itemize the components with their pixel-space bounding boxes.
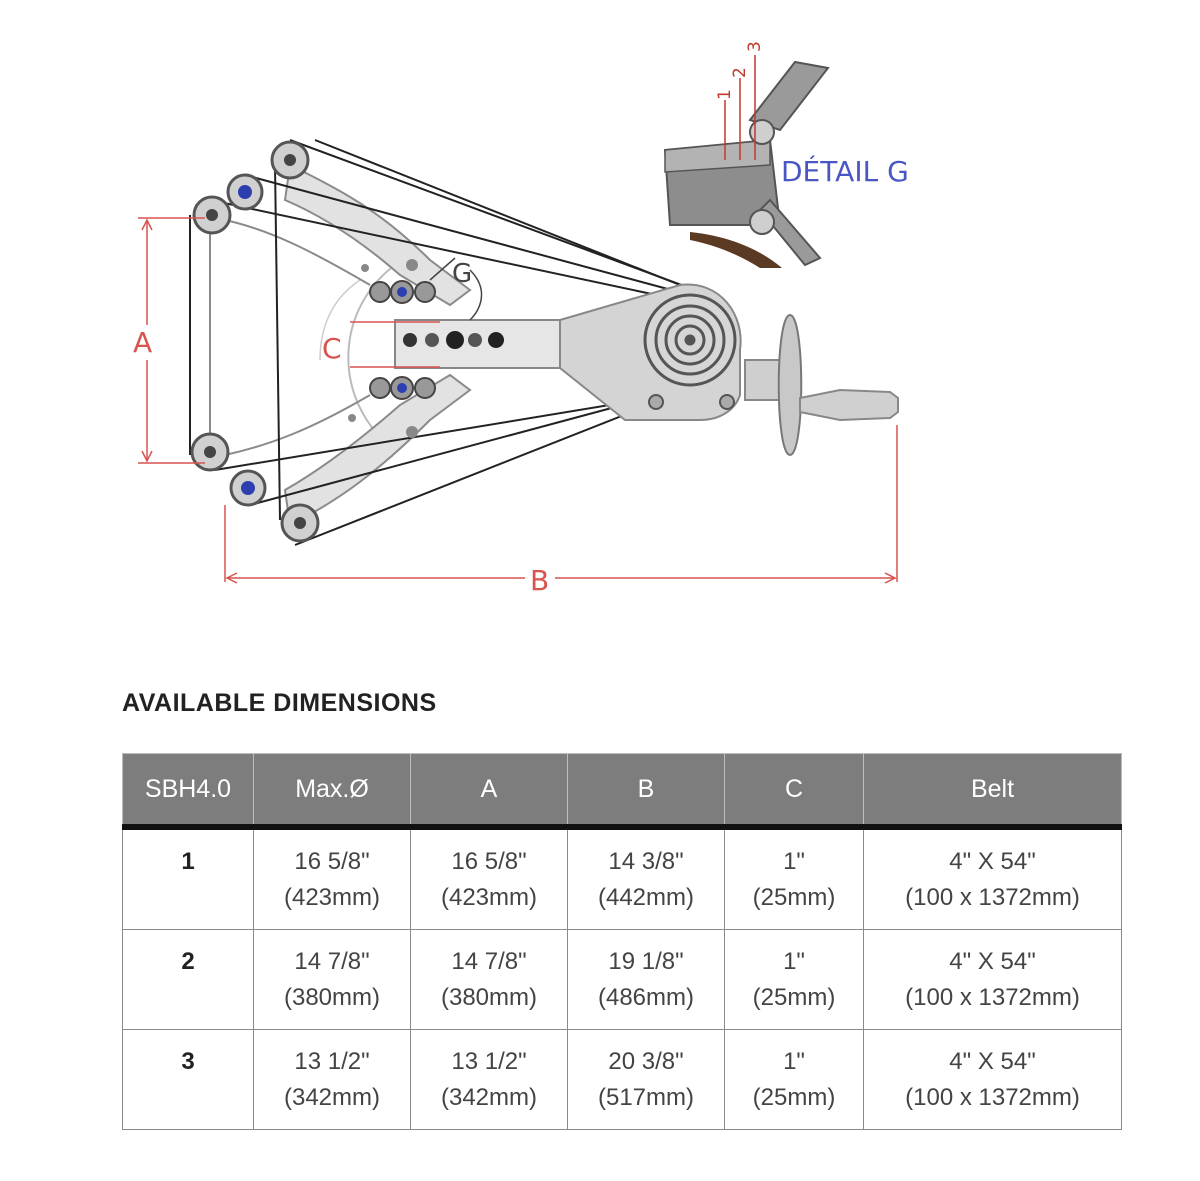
section-title: AVAILABLE DIMENSIONS: [122, 689, 437, 717]
cell-a: 14 7/8" (380mm): [411, 930, 568, 1030]
header-c: C: [725, 754, 864, 828]
cell-c: 1" (25mm): [725, 827, 864, 930]
table-row: [123, 930, 1122, 1030]
drive-wheel: [645, 295, 735, 385]
header-model: SBH4.0: [123, 754, 254, 828]
row-id: 1: [123, 827, 254, 930]
cell-c: 1" (25mm): [725, 930, 864, 1030]
cell-belt: 4" X 54" (100 x 1372mm): [864, 1030, 1122, 1130]
cell-c: 1" (25mm): [725, 1030, 864, 1130]
dimension-a-label: A: [133, 326, 153, 359]
dimension-c-label: C: [322, 332, 342, 365]
cell-max-diameter: 13 1/2" (342mm): [254, 1030, 411, 1130]
header-a: A: [411, 754, 568, 828]
detail-g-title: DÉTAIL G: [781, 155, 909, 188]
header-max-diameter: Max.Ø: [254, 754, 411, 828]
dimensions-table: [122, 753, 1122, 1130]
row-id: 2: [123, 930, 254, 1030]
hand-crank: [745, 315, 898, 455]
header-belt: Belt: [864, 754, 1122, 828]
detail-position-1: 1: [715, 89, 735, 100]
cell-max-diameter: 16 5/8" (423mm): [254, 827, 411, 930]
cell-b: 20 3/8" (517mm): [568, 1030, 725, 1130]
table-header-row: [123, 754, 1122, 828]
detail-position-2: 2: [730, 67, 750, 78]
row-id: 3: [123, 1030, 254, 1130]
cell-a: 13 1/2" (342mm): [411, 1030, 568, 1130]
table-row: [123, 1030, 1122, 1130]
cell-belt: 4" X 54" (100 x 1372mm): [864, 827, 1122, 930]
cell-max-diameter: 14 7/8" (380mm): [254, 930, 411, 1030]
table-row: [123, 827, 1122, 930]
cell-a: 16 5/8" (423mm): [411, 827, 568, 930]
header-b: B: [568, 754, 725, 828]
cell-belt: 4" X 54" (100 x 1372mm): [864, 930, 1122, 1030]
cell-b: 19 1/8" (486mm): [568, 930, 725, 1030]
dimension-b-label: B: [530, 564, 550, 597]
cell-b: 14 3/8" (442mm): [568, 827, 725, 930]
detail-position-3: 3: [745, 41, 765, 52]
g-label: G: [452, 259, 473, 289]
